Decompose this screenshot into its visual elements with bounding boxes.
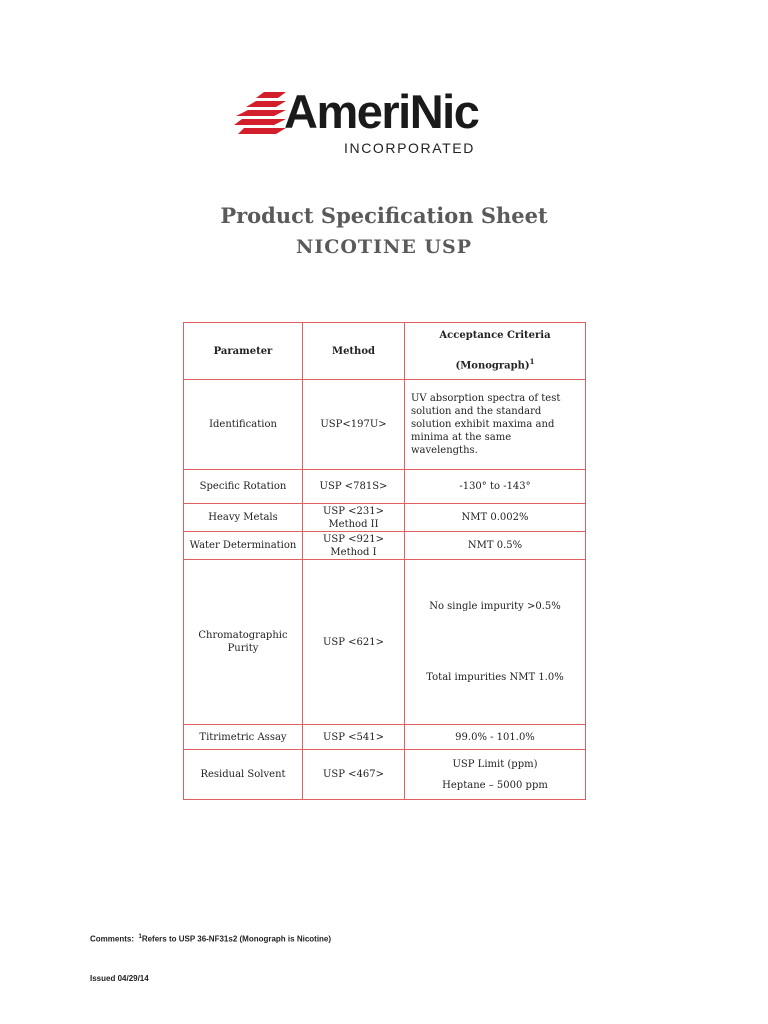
table-row (184, 560, 586, 725)
amerinic-logo (234, 86, 534, 158)
comments-label: Comments: (90, 934, 135, 944)
cell-method: USP <781S> (303, 470, 405, 504)
cell-criteria-line1: USP Limit (ppm) (452, 758, 538, 770)
cell-parameter: Specific Rotation (184, 470, 303, 504)
header-criteria-line1: Acceptance Criteria (439, 330, 551, 341)
comments-footnote-marker: 1 (138, 934, 142, 940)
cell-criteria-line2: Heptane – 5000 ppm (442, 779, 548, 791)
cell-method-line1: USP <921> (322, 533, 385, 545)
page-title: Product Specification Sheet (220, 203, 548, 228)
cell-parameter-line2: Purity (227, 643, 259, 655)
header-acceptance-criteria (405, 323, 586, 380)
table-header-row (184, 323, 586, 380)
cell-criteria-line1: No single impurity >0.5% (429, 601, 561, 613)
table-row (184, 725, 586, 750)
table-row (184, 380, 586, 470)
cell-parameter-line1: Chromatographic (198, 630, 288, 642)
header-method: Method (303, 323, 405, 380)
product-name: NICOTINE USP (296, 236, 472, 258)
comments-text: Refers to USP 36-NF31s2 (Monograph is Nicotine) (141, 934, 332, 944)
specification-table (183, 322, 586, 800)
cell-method-line2: Method II (328, 518, 379, 530)
cell-method: USP <621> (303, 560, 405, 725)
table-row (184, 470, 586, 504)
cell-criteria: -130° to -143° (405, 470, 586, 504)
cell-method-line1: USP <231> (322, 505, 385, 517)
cell-parameter: Heavy Metals (184, 504, 303, 532)
cell-parameter: Water Determination (184, 532, 303, 560)
logo-subtitle: INCORPORATED (344, 140, 475, 156)
cell-parameter (184, 560, 303, 725)
cell-method (303, 504, 405, 532)
header-criteria-line2: (Monograph) (455, 360, 530, 372)
cell-criteria: NMT 0.002% (405, 504, 586, 532)
cell-criteria (405, 750, 586, 800)
cell-criteria (405, 560, 586, 725)
header-parameter: Parameter (184, 323, 303, 380)
cell-criteria: NMT 0.5% (405, 532, 586, 560)
cell-parameter: Identification (184, 380, 303, 470)
table-row (184, 532, 586, 560)
cell-method: USP<197U> (303, 380, 405, 470)
table-row (184, 504, 586, 532)
cell-parameter: Residual Solvent (184, 750, 303, 800)
cell-method: USP <467> (303, 750, 405, 800)
comments-note (90, 934, 331, 944)
header-criteria-footnote: 1 (529, 357, 535, 366)
issued-date: Issued 04/29/14 (90, 974, 149, 983)
logo-wordmark: AmeriNic (284, 85, 479, 138)
cell-parameter: Titrimetric Assay (184, 725, 303, 750)
cell-method: USP <541> (303, 725, 405, 750)
cell-criteria: UV absorption spectra of test solution and the standard solution exhibit maxima and minima at the same wavelengths. (405, 380, 586, 470)
table-row (184, 750, 586, 800)
cell-criteria-line2: Total impurities NMT 1.0% (426, 672, 564, 684)
cell-method-line2: Method I (330, 546, 377, 558)
cell-criteria: 99.0% - 101.0% (405, 725, 586, 750)
cell-method (303, 532, 405, 560)
